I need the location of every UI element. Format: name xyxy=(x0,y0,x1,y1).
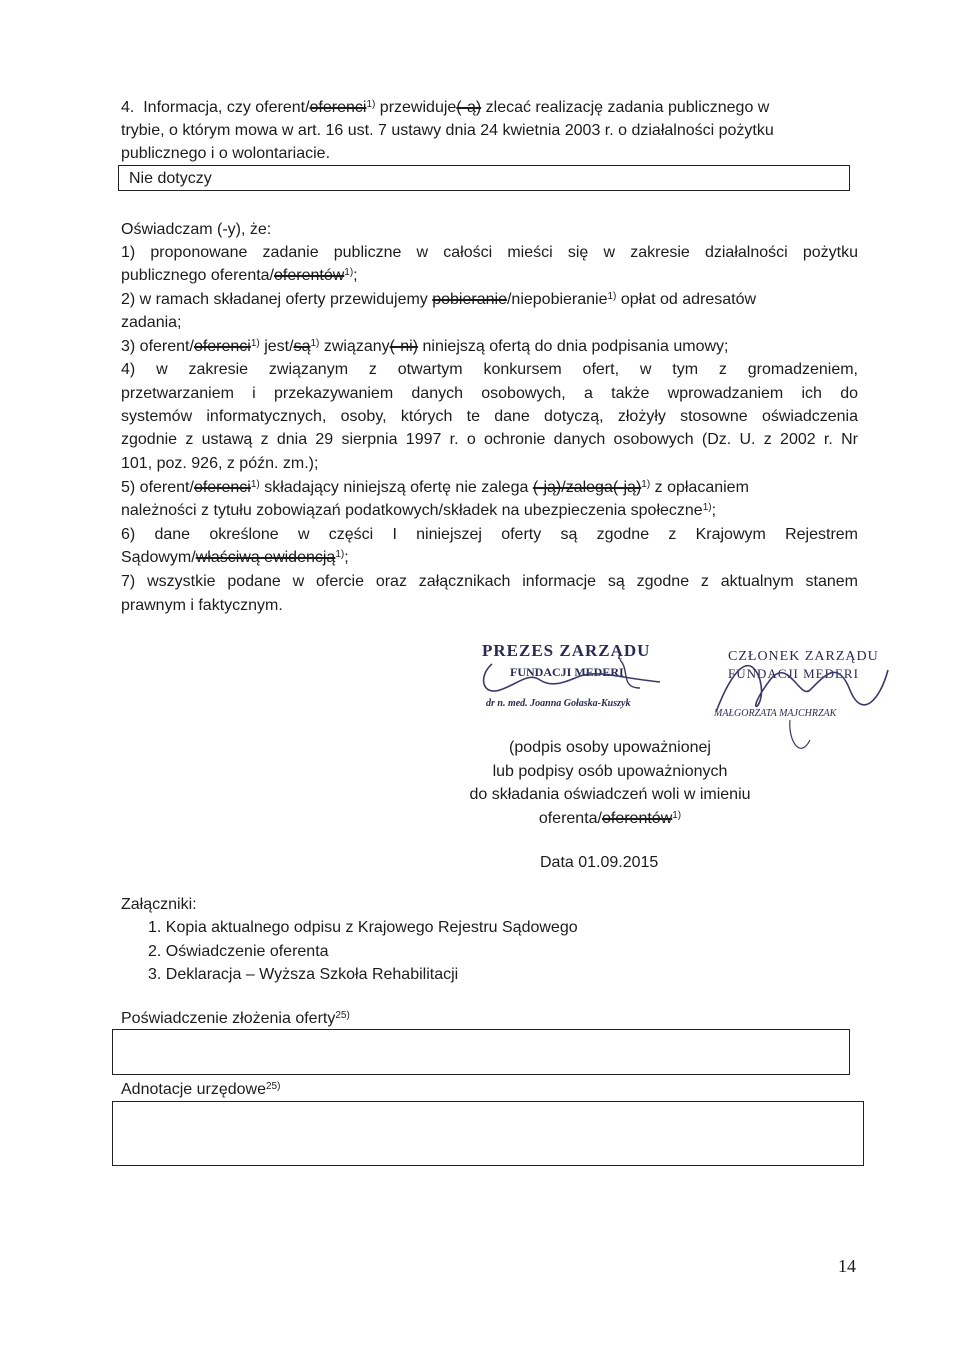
attachment-item: 2. Oświadczenie oferenta xyxy=(148,943,329,960)
answer-box xyxy=(118,165,850,191)
attachment-item: 3. Deklaracja – Wyższa Szkoła Rehabilitacji xyxy=(148,966,459,983)
declaration-intro: Oświadczam (-y), że: xyxy=(121,221,272,238)
answer-text: Nie dotyczy xyxy=(129,170,212,187)
declaration-item-6-line-2: Sądowym/właściwą ewidencją$^{1)}$; xyxy=(121,549,349,566)
notes-label: Adnotacje urzędowe$^{25)}$ xyxy=(121,1081,281,1098)
right-stamp-person: MAŁGORZATA MAJCHRZAK xyxy=(714,708,837,719)
declaration-item-4-line-3: systemów informatycznych, osoby, których te dane dotyczą, złożyły stosowne oświadczenia xyxy=(121,408,858,425)
right-stamp-org: FUNDACJI MEDERI xyxy=(728,666,859,681)
confirmation-box[interactable] xyxy=(112,1029,850,1075)
declaration-item-2-line-1: 2) w ramach składanej oferty przewidujemy pobieranie/niepobieranie$^{1)}$ opłat od adresatów xyxy=(121,291,757,308)
left-stamp xyxy=(482,641,660,709)
declaration-item-7-line-1: 7) wszystkie podane w ofercie oraz załącznikach informacje są zgodne z aktualnym stanem xyxy=(121,573,858,590)
page-number: 14 xyxy=(838,1256,856,1276)
declaration-item-5-line-2: należności z tytułu zobowiązań podatkowych/składek na ubezpieczenia społeczne$^{1)}$; xyxy=(121,502,717,519)
section-4-line-3: publicznego i o wolontariacie. xyxy=(121,145,331,162)
left-stamp-title: PREZES ZARZĄDU xyxy=(482,641,651,660)
right-stamp-title: CZŁONEK ZARZĄDU xyxy=(728,649,879,664)
attachments-title: Załączniki: xyxy=(121,896,197,913)
declaration-item-1-line-1: 1) proponowane zadanie publiczne w całości mieści się w zakresie działalności pożytku xyxy=(121,244,858,261)
declaration-item-7-line-2: prawnym i faktycznym. xyxy=(121,597,283,614)
stamps-area xyxy=(470,630,890,750)
stamps-svg xyxy=(470,630,890,750)
section-4-line-1: 4. Informacja, czy oferent/oferenci$^{1)}$ przewiduje(-ą) zlecać realizację zadania publicznego w xyxy=(121,99,770,116)
date: Data 01.09.2015 xyxy=(540,854,659,871)
declaration-item-4-line-1: 4) w zakresie związanym z otwartym konkursem ofert, w tym z gromadzeniem, xyxy=(121,361,858,378)
declaration-item-6-line-1: 6) dane określone w części I niniejszej oferty są zgodne z Krajowym Rejestrem xyxy=(121,526,858,543)
right-stamp xyxy=(713,649,888,748)
declaration-item-4-line-5: 101, poz. 926, z późn. zm.); xyxy=(121,455,319,472)
declaration-item-4-line-4: zgodnie z ustawą z dnia 29 sierpnia 1997 r. o ochronie danych osobowych (Dz. U. z 2002 r. Nr xyxy=(121,431,858,448)
left-stamp-org: FUNDACJI MEDERI xyxy=(510,665,624,679)
notes-box[interactable] xyxy=(112,1101,864,1166)
declaration-item-3: 3) oferent/oferenci$^{1)}$ jest/$są^{1)}$ związany(-ni) niniejszą ofertą do dnia podpisania umowy; xyxy=(121,338,729,355)
declaration-item-4-line-2: przetwarzaniem i przekazywaniem danych osobowych, a także wprowadzaniem ich do xyxy=(121,385,858,402)
declaration-item-5-line-1: 5) oferent/oferenci$^{1)}$ składający niniejszą ofertę nie zalega (-ją)/zalega(-ją)$^{1)}$ z opłacaniem xyxy=(121,479,749,496)
attachment-item: 1. Kopia aktualnego odpisu z Krajowego Rejestru Sądowego xyxy=(148,919,578,936)
right-signature-tail xyxy=(790,720,810,748)
confirmation-label: Poświadczenie złożenia oferty$^{25)}$ xyxy=(121,1010,350,1027)
signature-caption: (podpis osoby upoważnionej lub podpisy osób upoważnionych do składania oświadczeń woli w imieniu oferenta/oferentów$^{1)}$ xyxy=(469,739,751,827)
declaration-item-1-line-2: publicznego oferenta/oferentów$^{1)}$; xyxy=(121,267,358,284)
declaration-item-2-line-2: zadania; xyxy=(121,314,182,331)
section-4-line-2: trybie, o którym mowa w art. 16 ust. 7 ustawy dnia 24 kwietnia 2003 r. o działalności pożytku xyxy=(121,122,774,139)
left-stamp-person: dr n. med. Joanna Gołaska-Kuszyk xyxy=(486,698,631,709)
